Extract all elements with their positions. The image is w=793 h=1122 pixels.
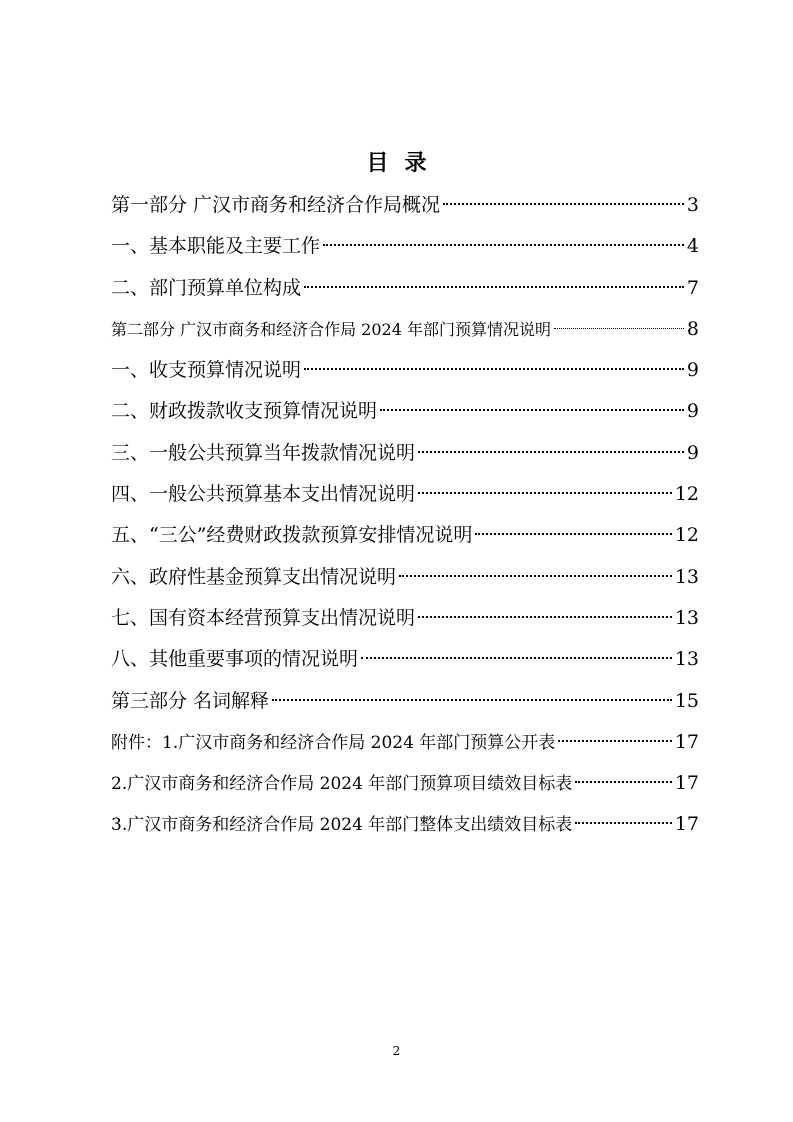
toc-entry-label: 第三部分 名词解释 xyxy=(111,689,270,712)
toc-entry-page: 7 xyxy=(686,276,699,299)
toc-leader-dots xyxy=(418,492,672,494)
toc-leader-dots xyxy=(304,286,684,288)
toc-entry[interactable] xyxy=(111,640,699,681)
toc-entry-page: 9 xyxy=(686,441,699,464)
toc-entry[interactable] xyxy=(111,227,699,268)
toc-entry[interactable] xyxy=(111,186,699,227)
toc-entry-page: 12 xyxy=(674,483,699,506)
toc-entry-page: 13 xyxy=(674,565,699,588)
toc-entry-page: 12 xyxy=(674,524,699,547)
toc-entry-label: 四、一般公共预算基本支出情况说明 xyxy=(111,483,416,506)
toc-entry-label: 八、其他重要事项的情况说明 xyxy=(111,648,359,671)
toc-entry-page: 17 xyxy=(674,813,699,836)
toc-entry-label: 一、收支预算情况说明 xyxy=(111,359,302,382)
toc-entry-label: 六、政府性基金预算支出情况说明 xyxy=(111,565,397,588)
toc-leader-dots xyxy=(418,616,672,618)
page-number: 2 xyxy=(392,1044,401,1058)
toc-entry[interactable] xyxy=(111,599,699,640)
toc-entry-label: 附件：1.广汉市商务和经济合作局 2024 年部门预算公开表 xyxy=(111,732,556,753)
toc-leader-dots xyxy=(380,409,684,411)
toc-leader-dots xyxy=(323,244,684,246)
toc-entry-label: 二、部门预算单位构成 xyxy=(111,276,302,299)
toc-list xyxy=(111,186,699,847)
toc-entry-label: 一、基本职能及主要工作 xyxy=(111,235,321,258)
toc-entry-label: 七、国有资本经营预算支出情况说明 xyxy=(111,606,416,629)
toc-entry[interactable] xyxy=(111,764,699,805)
toc-entry-label: 2.广汉市商务和经济合作局 2024 年部门预算项目绩效目标表 xyxy=(111,774,573,795)
toc-entry[interactable] xyxy=(111,682,699,723)
toc-leader-dots xyxy=(558,740,672,742)
toc-leader-dots xyxy=(554,328,684,329)
toc-leader-dots xyxy=(361,657,672,659)
toc-entry-label: 三、一般公共预算当年拨款情况说明 xyxy=(111,441,416,464)
toc-entry-label: 五、“三公”经费财政拨款预算安排情况说明 xyxy=(111,524,473,547)
toc-entry[interactable] xyxy=(111,558,699,599)
toc-entry[interactable] xyxy=(111,805,699,846)
toc-entry-page: 8 xyxy=(686,317,699,340)
toc-leader-dots xyxy=(304,368,684,370)
toc-entry[interactable] xyxy=(111,351,699,392)
toc-entry-label: 二、财政拨款收支预算情况说明 xyxy=(111,400,378,423)
toc-entry[interactable] xyxy=(111,269,699,310)
toc-entry[interactable] xyxy=(111,475,699,516)
toc-leader-dots xyxy=(443,203,684,205)
toc-entry-label: 第二部分 广汉市商务和经济合作局 2024 年部门预算情况说明 xyxy=(111,319,551,339)
toc-entry-page: 9 xyxy=(686,400,699,423)
toc-entry-page: 13 xyxy=(674,648,699,671)
toc-leader-dots xyxy=(575,822,672,824)
toc-leader-dots xyxy=(475,533,671,535)
toc-entry-page: 17 xyxy=(674,730,699,753)
toc-entry-page: 3 xyxy=(686,194,699,216)
toc-leader-dots xyxy=(575,781,672,783)
toc-leader-dots xyxy=(272,699,672,701)
toc-leader-dots xyxy=(399,575,672,577)
toc-entry[interactable] xyxy=(111,723,699,764)
toc-entry-page: 9 xyxy=(686,359,699,382)
toc-entry-page: 13 xyxy=(674,606,699,629)
toc-entry-label: 第一部分 广汉市商务和经济合作局概况 xyxy=(111,194,441,216)
toc-entry-page: 15 xyxy=(674,689,699,712)
toc-entry[interactable] xyxy=(111,434,699,475)
toc-title: 目录 xyxy=(366,151,443,176)
toc-entry-page: 17 xyxy=(674,772,699,795)
toc-leader-dots xyxy=(418,451,684,453)
toc-entry-label: 3.广汉市商务和经济合作局 2024 年部门整体支出绩效目标表 xyxy=(111,815,573,836)
toc-entry[interactable] xyxy=(111,392,699,433)
toc-entry[interactable] xyxy=(111,310,699,351)
toc-entry[interactable] xyxy=(111,516,699,557)
toc-entry-page: 4 xyxy=(686,235,699,258)
